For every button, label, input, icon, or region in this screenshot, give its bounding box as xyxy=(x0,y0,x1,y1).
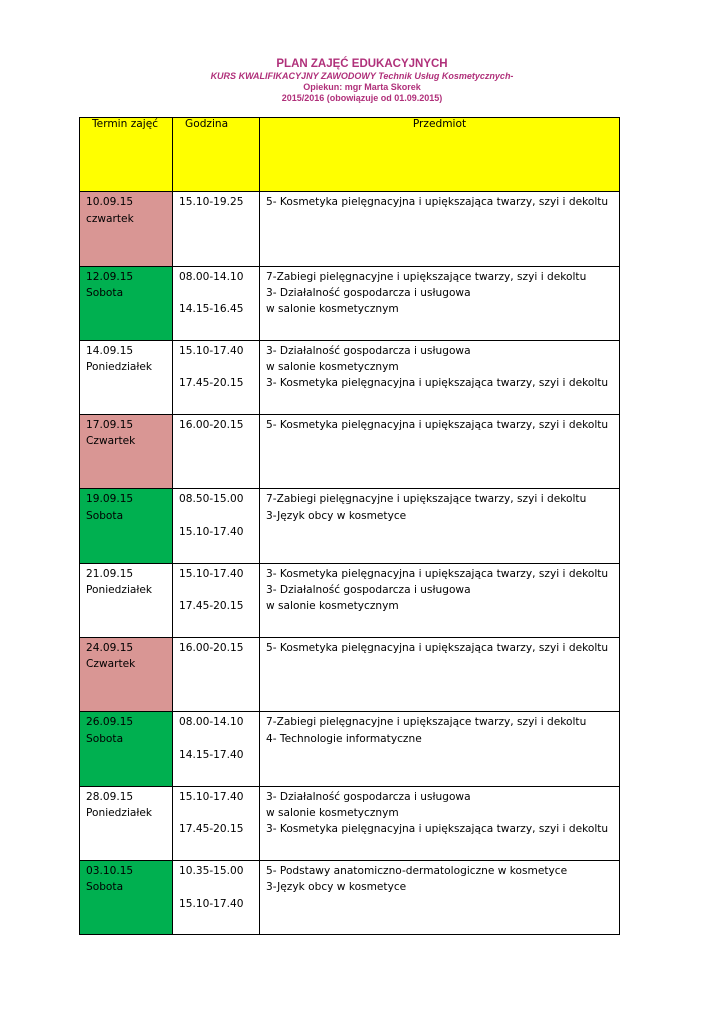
page-title: PLAN ZAJĘĆ EDUKACYJNYCH xyxy=(276,58,448,70)
hours-cell-line xyxy=(179,805,259,821)
subject-cell-line: w salonie kosmetycznym xyxy=(266,361,399,374)
hours-cell-line: 17.45-20.15 xyxy=(179,600,244,613)
hours-cell xyxy=(173,712,260,786)
hours-cell-line xyxy=(179,285,259,301)
table-row xyxy=(80,340,620,414)
subject-cell-line: 5- Kosmetyka pielęgnacyjna i upiększająca twarzy, szyi i dekoltu xyxy=(266,419,609,432)
subject-cell-line: 3-Język obcy w kosmetyce xyxy=(266,509,407,522)
subject-cell-line: 4- Technologie informatyczne xyxy=(266,732,422,745)
subject-cell-line: 3-Język obcy w kosmetyce xyxy=(266,881,407,894)
date-cell-line: Sobota xyxy=(86,509,124,522)
hours-cell-line xyxy=(179,582,259,598)
hours-cell-line: 17.45-20.15 xyxy=(179,377,244,390)
date-cell-line: Poniedziałek xyxy=(86,361,153,374)
subject-cell-line: 3- Działalność gospodarcza i usługowa xyxy=(266,344,471,357)
date-cell-line: Sobota xyxy=(86,286,124,299)
hours-cell-line: 15.10-19.25 xyxy=(179,196,244,209)
date-cell-line: Poniedziałek xyxy=(86,806,153,819)
date-cell-line: 14.09.15 xyxy=(86,344,134,357)
subject-cell xyxy=(260,489,620,563)
hours-cell-line: 17.45-20.15 xyxy=(179,823,244,836)
hours-cell-line: 08.00-14.10 xyxy=(179,716,244,729)
subject-cell xyxy=(260,638,620,712)
hours-cell-line: 15.10-17.40 xyxy=(179,344,244,357)
table-row xyxy=(80,192,620,266)
hours-cell-line: 14.15-16.45 xyxy=(179,303,244,316)
date-cell-line: Sobota xyxy=(86,881,124,894)
date-cell-line: Poniedziałek xyxy=(86,584,153,597)
subject-cell-line: 3- Działalność gospodarcza i usługowa xyxy=(266,790,471,803)
date-cell xyxy=(80,489,173,563)
subject-cell-line: 5- Kosmetyka pielęgnacyjna i upiększająca twarzy, szyi i dekoltu xyxy=(266,642,609,655)
hours-cell-line: 16.00-20.15 xyxy=(179,642,244,655)
date-cell xyxy=(80,786,173,860)
course-name: KURS KWALIFIKACYJNY ZAWODOWY Technik Usług Kosmetycznych- xyxy=(210,71,514,81)
date-cell xyxy=(80,563,173,637)
column-header-hours: Godzina xyxy=(173,118,260,192)
hours-cell-line: 14.15-17.40 xyxy=(179,748,244,761)
column-header-date: Termin zajęć xyxy=(80,118,173,192)
date-cell xyxy=(80,638,173,712)
date-cell-line: Sobota xyxy=(86,732,124,745)
school-year: 2015/2016 (obowiązuje od 01.09.2015) xyxy=(281,93,443,103)
date-cell-line: 28.09.15 xyxy=(86,790,134,803)
subject-cell-line: 3- Kosmetyka pielęgnacyjna i upiększająca twarzy, szyi i dekoltu xyxy=(266,567,609,580)
hours-cell-line: 16.00-20.15 xyxy=(179,419,244,432)
hours-cell-line: 08.00-14.10 xyxy=(179,270,244,283)
hours-cell-line xyxy=(179,879,259,895)
hours-cell-line: 10.35-15.00 xyxy=(179,864,244,877)
date-cell xyxy=(80,266,173,340)
date-cell-line: Czwartek xyxy=(86,658,136,671)
hours-cell xyxy=(173,563,260,637)
date-cell xyxy=(80,860,173,934)
subject-cell xyxy=(260,786,620,860)
table-row xyxy=(80,712,620,786)
subject-cell xyxy=(260,340,620,414)
subject-cell-line: 3- Działalność gospodarcza i usługowa xyxy=(266,286,471,299)
hours-cell xyxy=(173,340,260,414)
hours-cell xyxy=(173,489,260,563)
date-cell-line: 17.09.15 xyxy=(86,419,134,432)
subject-cell-line: 3- Działalność gospodarcza i usługowa xyxy=(266,584,471,597)
subject-cell-line: 7-Zabiegi pielęgnacyjne i upiększające twarzy, szyi i dekoltu xyxy=(266,493,587,506)
subject-cell-line: w salonie kosmetycznym xyxy=(266,303,399,316)
date-cell-line: 26.09.15 xyxy=(86,716,134,729)
date-cell xyxy=(80,415,173,489)
date-cell-line: 03.10.15 xyxy=(86,864,134,877)
table-header-row xyxy=(80,118,620,192)
hours-cell-line: 15.10-17.40 xyxy=(179,897,244,910)
document-header xyxy=(0,58,724,104)
subject-cell xyxy=(260,415,620,489)
hours-cell xyxy=(173,786,260,860)
schedule-body xyxy=(80,192,620,935)
subject-cell-line: 3- Kosmetyka pielęgnacyjna i upiększająca twarzy, szyi i dekoltu xyxy=(266,823,609,836)
table-row xyxy=(80,266,620,340)
hours-cell xyxy=(173,192,260,266)
subject-cell-line: w salonie kosmetycznym xyxy=(266,600,399,613)
hours-cell xyxy=(173,638,260,712)
hours-cell-line: 08.50-15.00 xyxy=(179,493,244,506)
subject-cell-line: 5- Podstawy anatomiczno-dermatologiczne w kosmetyce xyxy=(266,864,568,877)
date-cell xyxy=(80,192,173,266)
table-row xyxy=(80,638,620,712)
date-cell-line: 21.09.15 xyxy=(86,567,134,580)
date-cell-line: 19.09.15 xyxy=(86,493,134,506)
table-row xyxy=(80,415,620,489)
hours-cell-line xyxy=(179,508,259,524)
table-row xyxy=(80,489,620,563)
date-cell xyxy=(80,712,173,786)
date-cell xyxy=(80,340,173,414)
subject-cell xyxy=(260,860,620,934)
subject-cell-line: 3- Kosmetyka pielęgnacyjna i upiększająca twarzy, szyi i dekoltu xyxy=(266,377,609,390)
hours-cell-line: 15.10-17.40 xyxy=(179,526,244,539)
hours-cell-line: 15.10-17.40 xyxy=(179,790,244,803)
hours-cell xyxy=(173,266,260,340)
subject-cell-line: 5- Kosmetyka pielęgnacyjna i upiększająca twarzy, szyi i dekoltu xyxy=(266,196,609,209)
subject-cell xyxy=(260,266,620,340)
subject-cell-line: 7-Zabiegi pielęgnacyjne i upiększające twarzy, szyi i dekoltu xyxy=(266,716,587,729)
date-cell-line: czwartek xyxy=(86,212,134,225)
subject-cell-line: 7-Zabiegi pielęgnacyjne i upiększające twarzy, szyi i dekoltu xyxy=(266,270,587,283)
column-header-subject: Przedmiot xyxy=(260,118,620,192)
tutor-line: Opiekun: mgr Marta Skorek xyxy=(303,82,421,92)
date-cell-line: 12.09.15 xyxy=(86,270,134,283)
date-cell-line: 10.09.15 xyxy=(86,196,134,209)
date-cell-line: 24.09.15 xyxy=(86,642,134,655)
hours-cell-line: 15.10-17.40 xyxy=(179,567,244,580)
subject-cell xyxy=(260,563,620,637)
table-row xyxy=(80,786,620,860)
subject-cell xyxy=(260,712,620,786)
schedule-table xyxy=(79,117,620,935)
hours-cell xyxy=(173,860,260,934)
hours-cell-line xyxy=(179,359,259,375)
subject-cell-line: w salonie kosmetycznym xyxy=(266,806,399,819)
table-row xyxy=(80,860,620,934)
hours-cell xyxy=(173,415,260,489)
date-cell-line: Czwartek xyxy=(86,435,136,448)
table-row xyxy=(80,563,620,637)
subject-cell xyxy=(260,192,620,266)
hours-cell-line xyxy=(179,731,259,747)
